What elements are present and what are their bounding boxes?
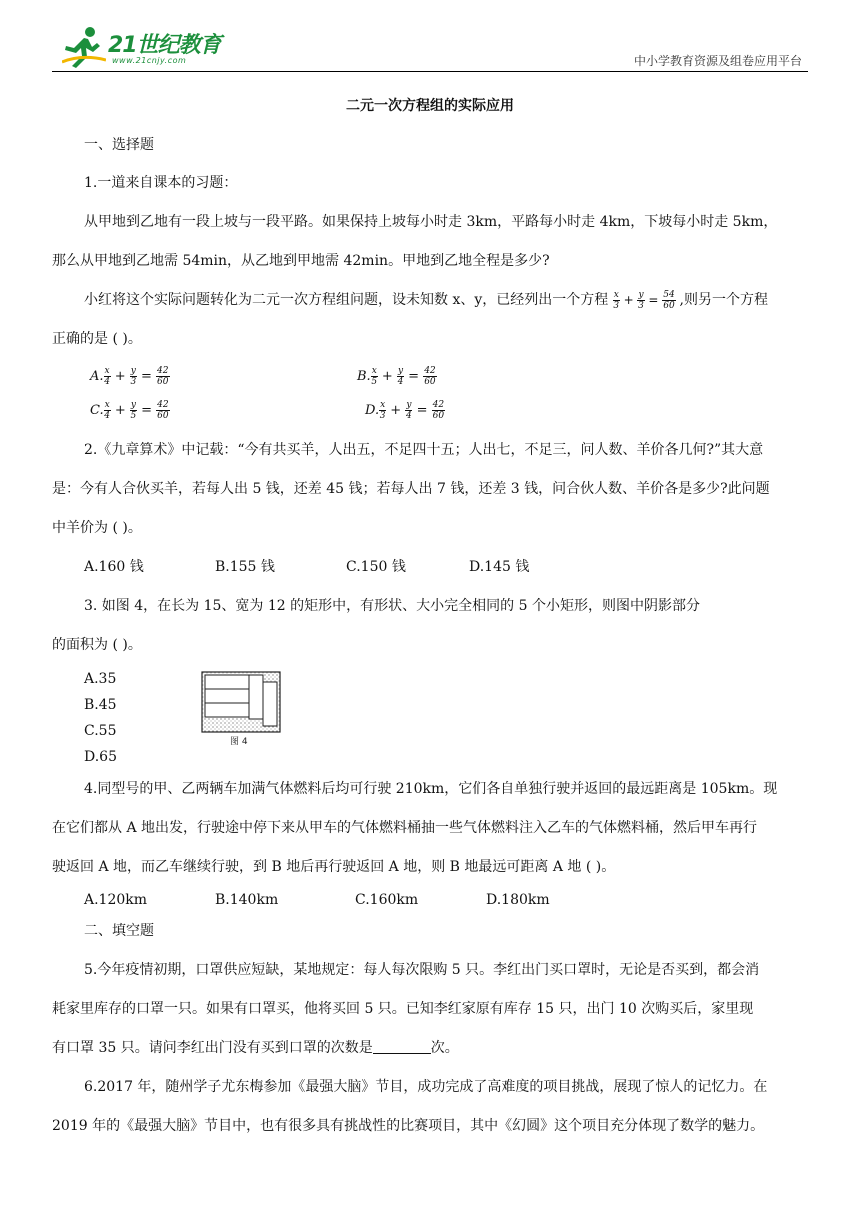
q1-option-c: C. $\frac{x}{4}$ + $\frac{y}{5}$ = $\frac{42}{60}$ (90, 400, 169, 421)
q1-line4-text: 小红将这个实际问题转化为二元一次方程组问题，设未知数 x、y，已经列出一个方程 (84, 292, 609, 308)
q1-line1: 1.一道来自课本的习题： (84, 175, 238, 191)
figure-4-caption: 图 4 (230, 737, 248, 747)
q4-line3: 驶返回 A 地，而乙车继续行驶，到 B 地后再行驶返回 A 地，则 B 地最远可距离 A 地 ( )。 (52, 859, 616, 875)
q3-line2: 的面积为 ( )。 (52, 637, 142, 653)
q5-answer-blank (373, 1039, 431, 1054)
page-title: 二元一次方程组的实际应用 (346, 98, 514, 114)
q5-line3-text: 有口罩 35 只。请问李红出门没有买到口罩的次数是 (52, 1040, 373, 1056)
q4-option-b: B.140km (215, 892, 279, 908)
q2-option-d: D.145 钱 (469, 559, 530, 575)
q5-line3 (52, 1038, 459, 1058)
section-heading-choice: 一、选择题 (84, 137, 154, 153)
q2-option-b: B.155 钱 (215, 559, 275, 575)
q1-line3: 那么从甲地到乙地需 54min，从乙地到甲地需 42min。甲地到乙地全程是多少? (52, 253, 550, 269)
q1-line4-end: ,则另一个方程 (679, 292, 768, 308)
q6-line1: 6.2017 年，随州学子尤东梅参加《最强大脑》节目，成功完成了高难度的项目挑战，展现了惊人的记忆力。在 (84, 1079, 768, 1095)
q5-line1: 5.今年疫情初期，口罩供应短缺，某地规定：每人每次限购 5 只。李红出门买口罩时，无论是否买到，都会消 (84, 962, 760, 978)
q3-option-d: D.65 (84, 749, 117, 765)
q1-line2: 从甲地到乙地有一段上坡与一段平路。如果保持上坡每小时走 3km，平路每小时走 4km，下坡每小时走 5km， (84, 214, 778, 230)
q1-given-equation: $\frac{x}{3}$ + $\frac{y}{3}$ = $\frac{54}{60}$ (613, 290, 675, 311)
q2-option-c: C.150 钱 (346, 559, 406, 575)
runner-icon (62, 26, 106, 68)
q5-line2: 耗家里库存的口罩一只。如果有口罩买，他将买回 5 只。已知李红家原有库存 15 只，出门 10 次购买后，家里现 (52, 1001, 754, 1017)
q2-line1: 2.《九章算术》中记载：“今有共买羊，人出五，不足四十五；人出七，不足三，问人数、羊价各几何?”其大意 (84, 442, 764, 458)
q2-line2: 是：今有人合伙买羊，若每人出 5 钱，还差 45 钱；若每人出 7 钱，还差 3 钱，问合伙人数、羊价各是多少?此问题 (52, 481, 770, 497)
q4-line1: 4.同型号的甲、乙两辆车加满气体燃料后均可行驶 210km，它们各自单独行驶并返回的最远距离是 105km。现 (84, 781, 778, 797)
logo (62, 26, 222, 70)
section-heading-fill: 二、填空题 (84, 923, 154, 939)
q1-option-d: D. $\frac{x}{3}$ + $\frac{y}{4}$ = $\frac{42}{60}$ (365, 400, 445, 421)
q3-option-c: C.55 (84, 723, 117, 739)
q1-line5: 正确的是 ( )。 (52, 331, 142, 347)
q6-line2: 2019 年的《最强大脑》节目中，也有很多具有挑战性的比赛项目，其中《幻圆》这个项目充分体现了数学的魅力。 (52, 1118, 765, 1134)
platform-name: 中小学教育资源及组卷应用平台 (633, 54, 802, 68)
header-divider (52, 71, 808, 72)
logo-text: 21世纪教育 (108, 33, 221, 58)
q3-option-b: B.45 (84, 697, 117, 713)
q4-option-a: A.120km (84, 892, 148, 908)
logo-url: www.21cnjy.com (112, 56, 187, 65)
q5-line3-end: 次。 (430, 1040, 459, 1056)
q4-option-c: C.160km (355, 892, 419, 908)
q1-option-a: A. $\frac{x}{4}$ + $\frac{y}{3}$ = $\frac{42}{60}$ (90, 366, 169, 387)
q3-option-a: A.35 (84, 671, 117, 687)
figure-4-rectangles (200, 670, 284, 748)
q1-line4 (84, 290, 768, 311)
q2-option-a: A.160 钱 (84, 559, 144, 575)
q4-line2: 在它们都从 A 地出发，行驶途中停下来从甲车的气体燃料桶抽一些气体燃料注入乙车的气体燃料桶，然后甲车再行 (52, 820, 758, 836)
q1-option-b: B. $\frac{x}{5}$ + $\frac{y}{4}$ = $\frac{42}{60}$ (357, 366, 436, 387)
q4-option-d: D.180km (486, 892, 550, 908)
q3-line1: 3. 如图 4，在长为 15、宽为 12 的矩形中，有形状、大小完全相同的 5 个小矩形，则图中阴影部分 (84, 598, 700, 614)
q2-line3: 中羊价为 ( )。 (52, 520, 142, 536)
